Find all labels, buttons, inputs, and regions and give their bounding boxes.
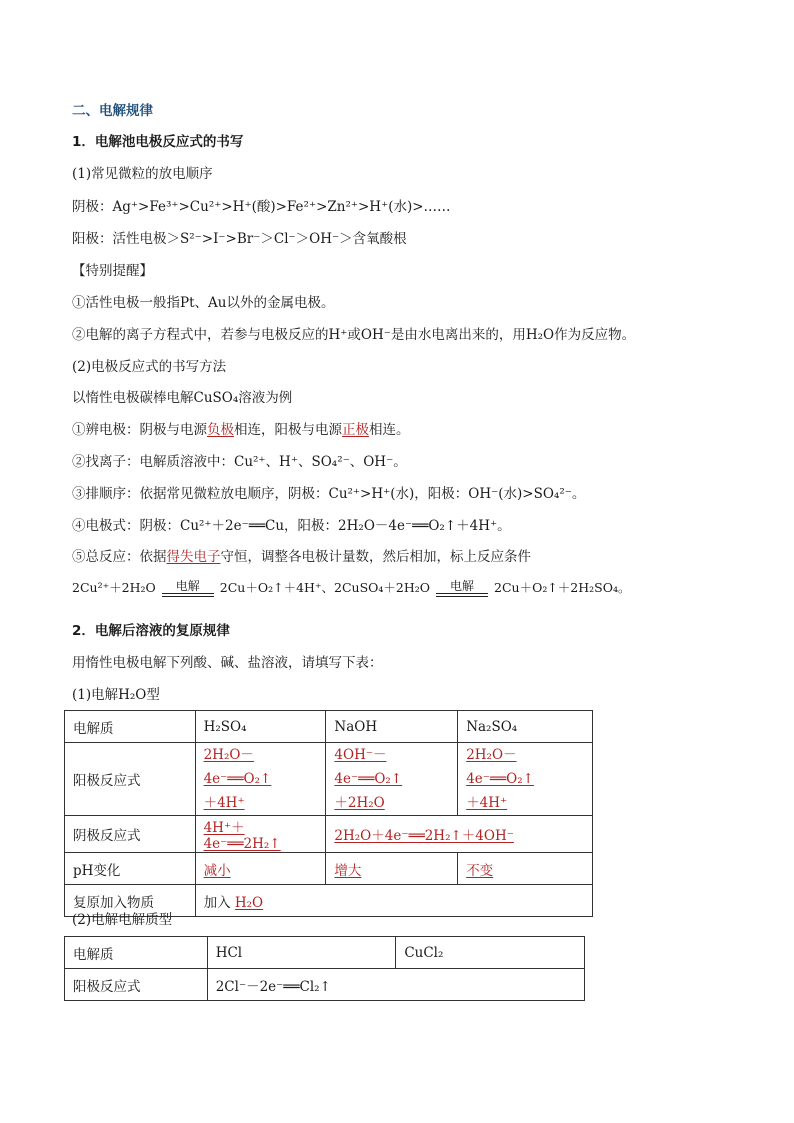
cell-text: 加入 <box>203 894 231 911</box>
step-1-text-c: 相连。 <box>369 422 410 438</box>
total-eq-part-3: 2Cu＋O₂↑＋2H₂SO₄。 <box>494 580 631 595</box>
answer: 减小 <box>203 862 231 879</box>
table-row <box>65 711 593 743</box>
subheading-discharge-order: (1)常见微粒的放电顺序 <box>72 166 213 182</box>
answer: 增大 <box>334 862 362 879</box>
electrolysis-label: 电解 <box>175 579 200 593</box>
heading-2-intro: 用惰性电极电解下列酸、碱、盐溶液，请填写下表： <box>72 655 383 671</box>
heading-2: 2．电解后溶液的复原规律 <box>72 623 230 639</box>
step-5-text-a: ⑤总反应：依据 <box>72 549 167 565</box>
answer-negative-pole: 负极 <box>207 422 234 438</box>
total-eq-part-1: 2Cu²⁺＋2H₂O <box>72 580 156 595</box>
cell: HCl <box>207 937 396 969</box>
example-line: 以惰性电极碳棒电解CuSO₄溶液为例 <box>72 390 293 406</box>
tip-title: 【特别提醒】 <box>72 263 153 279</box>
cell <box>458 853 593 885</box>
cell: pH变化 <box>65 853 196 885</box>
table-electrolyze-electrolyte <box>64 936 585 1001</box>
step-3: ③排顺序：依据常见微粒放电顺序，阴极：Cu²⁺>H⁺(水)，阳极：OH⁻(水)>SO₄²⁻。 <box>72 486 586 502</box>
electrolysis-condition-2 <box>434 580 490 597</box>
anode-order: 阳极：活性电极＞S²⁻>I⁻>Br⁻＞Cl⁻＞OH⁻＞含氧酸根 <box>72 231 407 247</box>
answer: 4H⁺＋4e⁻══2H₂↑ <box>203 820 281 852</box>
answer: 2H₂O－4e⁻══O₂↑ <box>466 747 534 787</box>
answer: 4OH⁻－4e⁻══O₂↑ <box>334 747 403 787</box>
cell <box>195 885 592 917</box>
table-row <box>65 937 585 969</box>
step-5-text-b: 守恒，调整各电极计量数，然后相加，标上反应条件 <box>220 549 531 565</box>
answer-electron-gain-loss: 得失电子 <box>166 549 221 565</box>
table-1-title: (1)电解H₂O型 <box>72 687 160 703</box>
electrolysis-condition-1 <box>160 580 216 597</box>
table-row <box>65 969 585 1001</box>
step-1 <box>72 420 410 440</box>
table-row <box>65 853 593 885</box>
section-title: 二、电解规律 <box>72 103 153 119</box>
cell: 复原加入物质 <box>65 885 196 917</box>
answer: ＋4H⁺ <box>466 795 508 811</box>
cell <box>326 816 593 853</box>
cell: 电解质 <box>65 711 196 743</box>
table-2-title: (2)电解电解质型 <box>72 912 173 928</box>
cell: CuCl₂ <box>396 937 585 969</box>
cell <box>195 743 326 816</box>
answer: 不变 <box>466 862 494 879</box>
total-eq-part-2: 2Cu＋O₂↑＋4H⁺、2CuSO₄＋2H₂O <box>219 580 431 595</box>
step-4: ④电极式：阴极：Cu²⁺＋2e⁻══Cu，阳极：2H₂O－4e⁻══O₂↑＋4H⁺。 <box>72 518 511 534</box>
cell <box>195 816 326 853</box>
cell: 阳极反应式 <box>65 743 196 816</box>
answer-positive-pole: 正极 <box>342 422 369 438</box>
cell <box>326 853 458 885</box>
cell <box>458 743 593 816</box>
tip-2: ②电解的离子方程式中，若参与电极反应的H⁺或OH⁻是由水电离出来的，用H₂O作为反应物。 <box>72 327 636 343</box>
cell: Na₂SO₄ <box>458 711 593 743</box>
cell: NaOH <box>326 711 458 743</box>
step-1-text-a: ①辨电极：阴极与电源 <box>72 422 207 438</box>
cell: H₂SO₄ <box>195 711 326 743</box>
table-row <box>65 743 593 816</box>
heading-1: 1．电解池电极反应式的书写 <box>72 134 244 150</box>
subheading-method: (2)电极反应式的书写方法 <box>72 359 227 375</box>
cathode-order: 阴极：Ag⁺>Fe³⁺>Cu²⁺>H⁺(酸)>Fe²⁺>Zn²⁺>H⁺(水)>…… <box>72 199 451 215</box>
cell <box>326 743 458 816</box>
total-equation <box>72 578 631 598</box>
answer: ＋2H₂O <box>334 795 385 811</box>
tip-1: ①活性电极一般指Pt、Au以外的金属电极。 <box>72 295 335 311</box>
table-row <box>65 816 593 853</box>
electrolysis-label: 电解 <box>450 579 475 593</box>
answer: ＋4H⁺ <box>203 795 245 811</box>
cell: 2Cl⁻－2e⁻══Cl₂↑ <box>207 969 584 1001</box>
table-electrolyze-water <box>64 710 593 917</box>
step-5 <box>72 547 531 567</box>
step-1-text-b: 相连，阳极与电源 <box>234 422 342 438</box>
cell: 阳极反应式 <box>65 969 208 1001</box>
cell: 阴极反应式 <box>65 816 196 853</box>
answer: 2H₂O－4e⁻══O₂↑ <box>203 747 272 787</box>
answer: 2H₂O＋4e⁻══2H₂↑＋4OH⁻ <box>334 828 514 844</box>
answer: H₂O <box>234 894 264 911</box>
cell <box>195 853 326 885</box>
step-2: ②找离子：电解质溶液中：Cu²⁺、H⁺、SO₄²⁻、OH⁻。 <box>72 454 407 470</box>
cell: 电解质 <box>65 937 208 969</box>
